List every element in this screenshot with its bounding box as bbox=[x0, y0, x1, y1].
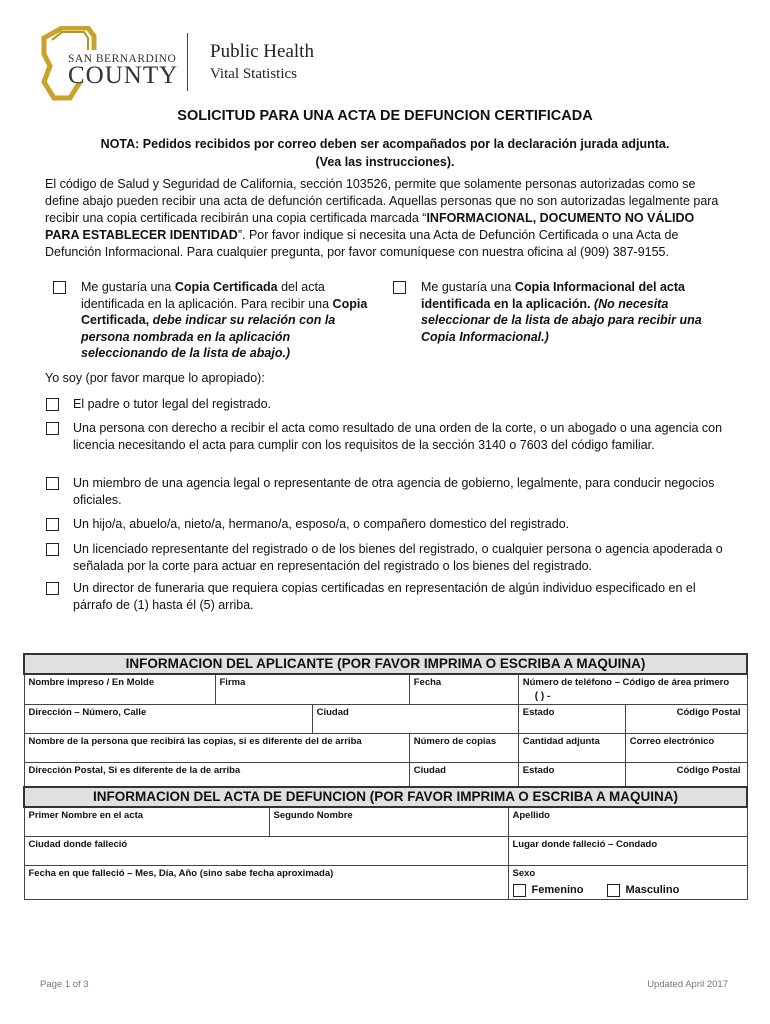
field-firma[interactable] bbox=[215, 674, 409, 705]
opt-cert-a: Me gustaría una bbox=[81, 280, 175, 294]
logo-text-county: COUNTY bbox=[68, 62, 179, 89]
opt-info-a: Me gustaría una bbox=[421, 280, 515, 294]
label-correo: Correo electrónico bbox=[629, 736, 715, 747]
option-certified[interactable] bbox=[53, 279, 373, 359]
relationship-choice-4[interactable] bbox=[46, 516, 726, 534]
opt-cert-e: debe indicar su relación con la persona nombrada en la aplicación seleccionando de la lista de abajo.) bbox=[81, 313, 336, 360]
label-sexo: Sexo bbox=[512, 868, 536, 879]
opt-info-c: (No necesita seleccionar de la lista de abajo para recibir una Copia Informacional.) bbox=[421, 296, 702, 344]
field-codigo-postal[interactable] bbox=[625, 705, 747, 734]
applicant-heading: INFORMACION DEL APLICANTE (POR FAVOR IMPRIMA O ESCRIBA A MAQUINA) bbox=[24, 654, 747, 674]
intro-part-2: ”. Por favor indique si necesita una Acta de Defunción Certificada o una Acta de Defunción Informacional. Para cualquier pregunta, por favor comuníquese con nuestra oficina al (909) 387-9155. bbox=[45, 228, 679, 259]
femenino-checkbox[interactable] bbox=[513, 884, 526, 897]
death-info-table bbox=[23, 786, 748, 900]
choice-1-text: El padre o tutor legal del registrado. bbox=[73, 397, 272, 411]
field-nombre-copias[interactable] bbox=[24, 734, 409, 763]
nota-line-1: NOTA: Pedidos recibidos por correo deben ser acompañados por la declaración jurada adjunta. bbox=[100, 137, 670, 151]
telefono-format: ( ) - bbox=[534, 691, 551, 702]
choice-5-checkbox[interactable] bbox=[46, 543, 59, 556]
choice-4-checkbox[interactable] bbox=[46, 518, 59, 531]
option-informational[interactable] bbox=[393, 279, 723, 349]
label-fecha-fallecio: Fecha en que falleció – Mes, Día, Año (sino sabe fecha aproximada) bbox=[28, 868, 334, 879]
informational-checkbox[interactable] bbox=[393, 281, 406, 294]
subdepartment-name: Vital Statistics bbox=[210, 66, 298, 82]
field-telefono[interactable] bbox=[518, 674, 747, 705]
label-primer-nombre: Primer Nombre en el acta bbox=[28, 810, 144, 821]
updated-date: Updated April 2017 bbox=[647, 979, 728, 990]
choice-2-text: Una persona con derecho a recibir el acta como resultado de una orden de la corte, o un abogado o una agencia con licencia necesitando el acta para cumplir con los requisitos de la sección 3140 o 7603 del código familiar. bbox=[73, 421, 723, 452]
relationship-choice-5[interactable] bbox=[46, 541, 726, 575]
label-direccion: Dirección – Número, Calle bbox=[28, 707, 147, 718]
field-fecha-fallecio[interactable] bbox=[24, 866, 508, 900]
relationship-choice-2[interactable] bbox=[46, 420, 726, 470]
label-estado-2: Estado bbox=[522, 765, 555, 776]
relationship-choice-3[interactable] bbox=[46, 475, 726, 509]
page-number: Page 1 of 3 bbox=[40, 979, 89, 990]
choice-3-text: Un miembro de una agencia legal o representante de otra agencia de gobierno, legalmente, para conducir negocios oficiales. bbox=[73, 476, 715, 507]
field-primer-nombre[interactable] bbox=[24, 807, 269, 837]
field-cantidad[interactable] bbox=[518, 734, 625, 763]
field-correo[interactable] bbox=[625, 734, 747, 763]
logo-text-small: SAN BERNARDINO bbox=[68, 53, 177, 65]
choice-1-checkbox[interactable] bbox=[46, 398, 59, 411]
opt-cert-c: del acta identificada en la aplicación. Para recibir una bbox=[81, 280, 333, 311]
intro-part-1: El código de Salud y Seguridad de California, sección 103526, permite que solamente personas autorizadas como se define abajo pueden recibir una acta de defunción certificada. Aquellas personas que no son autorizadas legalmente para recibir una copia certificada recibirán una copia certificada marcada “ bbox=[45, 177, 719, 225]
nota-line-2: (Vea las instrucciones). bbox=[315, 155, 455, 169]
field-numero-copias[interactable] bbox=[409, 734, 518, 763]
label-ciudad-fallecio: Ciudad donde falleció bbox=[28, 839, 128, 850]
label-telefono: Número de teléfono – Código de área primero bbox=[522, 677, 730, 688]
label-nombre-copias: Nombre de la persona que recibirá las copias, si es diferente del de arriba bbox=[28, 736, 362, 747]
label-codigo-postal: Código Postal bbox=[676, 707, 741, 718]
opt-info-b: Copia Informacional del acta identificada en la aplicación. bbox=[421, 280, 685, 311]
header bbox=[40, 26, 440, 102]
field-nombre[interactable] bbox=[24, 674, 215, 705]
field-sexo bbox=[508, 866, 747, 900]
field-apellido[interactable] bbox=[508, 807, 747, 837]
choice-4-text: Un hijo/a, abuelo/a, nieto/a, hermano/a, esposo/a, o compañero domestico del registrado. bbox=[73, 517, 570, 531]
department-name: Public Health bbox=[210, 41, 314, 62]
label-apellido: Apellido bbox=[512, 810, 550, 821]
field-fecha[interactable] bbox=[409, 674, 518, 705]
sexo-options bbox=[513, 884, 743, 897]
certified-checkbox[interactable] bbox=[53, 281, 66, 294]
label-firma: Firma bbox=[219, 677, 246, 688]
option-informational-text bbox=[421, 279, 726, 345]
label-segundo-nombre: Segundo Nombre bbox=[273, 810, 353, 821]
choice-6-text: Un director de funeraria que requiera copias certificadas en representación de algún individuo especificado en el párrafo de (1) hasta él (5) arriba. bbox=[73, 581, 696, 612]
label-cantidad: Cantidad adjunta bbox=[522, 736, 600, 747]
field-segundo-nombre[interactable] bbox=[269, 807, 508, 837]
header-divider bbox=[187, 33, 188, 91]
choice-6-checkbox[interactable] bbox=[46, 582, 59, 595]
choice-3-checkbox[interactable] bbox=[46, 477, 59, 490]
masculino-checkbox[interactable] bbox=[607, 884, 620, 897]
field-lugar-fallecio[interactable] bbox=[508, 837, 747, 866]
form-title: SOLICITUD PARA UNA ACTA DE DEFUNCION CERTIFICADA bbox=[177, 108, 593, 124]
opt-cert-d: Copia Certificada, bbox=[81, 296, 368, 327]
opt-cert-b: Copia Certificada bbox=[174, 280, 278, 294]
label-ciudad-2: Ciudad bbox=[413, 765, 446, 776]
label-direccion-postal: Dirección Postal, Si es diferente de la de arriba bbox=[28, 765, 241, 776]
label-codigo-postal-2: Código Postal bbox=[676, 765, 741, 776]
field-ciudad-fallecio[interactable] bbox=[24, 837, 508, 866]
label-estado: Estado bbox=[522, 707, 555, 718]
field-direccion[interactable] bbox=[24, 705, 312, 734]
intro-bold: INFORMACIONAL, DOCUMENTO NO VÁLIDO PARA ESTABLECER IDENTIDAD bbox=[45, 211, 695, 242]
label-numero-copias: Número de copias bbox=[413, 736, 497, 747]
choice-2-checkbox[interactable] bbox=[46, 422, 59, 435]
option-certified-text bbox=[81, 279, 373, 362]
field-estado[interactable] bbox=[518, 705, 625, 734]
intro-paragraph bbox=[45, 176, 725, 261]
death-heading: INFORMACION DEL ACTA DE DEFUNCION (POR FAVOR IMPRIMA O ESCRIBA A MAQUINA) bbox=[24, 787, 747, 807]
nota bbox=[60, 135, 710, 171]
field-ciudad[interactable] bbox=[312, 705, 518, 734]
label-femenino: Femenino bbox=[531, 884, 584, 897]
applicant-info-table bbox=[23, 653, 748, 792]
label-masculino: Masculino bbox=[625, 884, 680, 897]
label-fecha: Fecha bbox=[413, 677, 442, 688]
label-nombre: Nombre impreso / En Molde bbox=[28, 677, 155, 688]
label-lugar-fallecio: Lugar donde falleció – Condado bbox=[512, 839, 658, 850]
relationship-choice-1[interactable] bbox=[46, 396, 726, 414]
yo-soy-label: Yo soy (por favor marque lo apropiado): bbox=[45, 371, 265, 385]
choice-5-text: Un licenciado representante del registrado o de los bienes del registrado, o cualquier persona o agencia apoderada o señalada por la corte para actuar en representación del registrado o los bienes del registrado. bbox=[73, 542, 723, 573]
relationship-choice-6[interactable] bbox=[46, 580, 726, 614]
label-ciudad: Ciudad bbox=[316, 707, 349, 718]
